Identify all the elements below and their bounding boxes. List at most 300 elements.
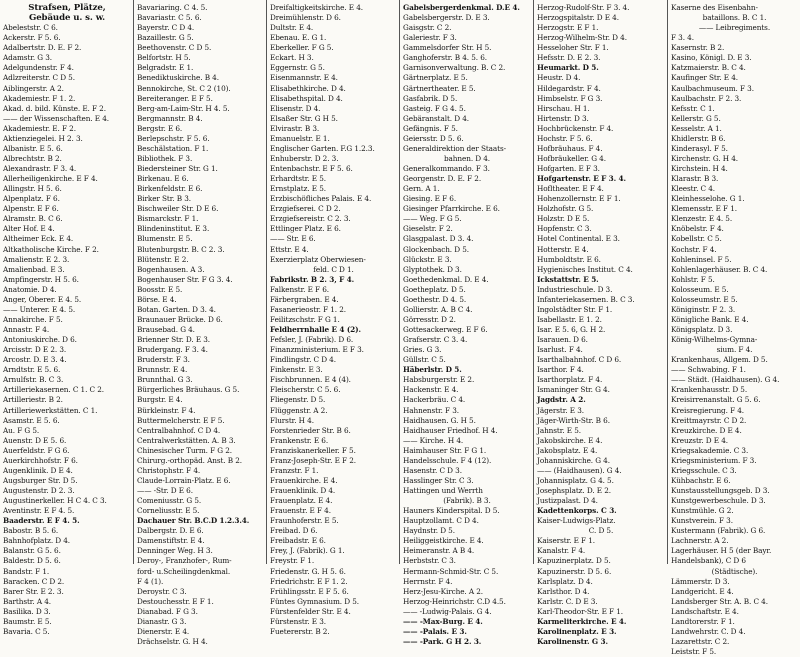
index-entry: —— Weg. F G 5. (403, 214, 462, 224)
index-entry: Botan. Garten. D 3. 4. (137, 304, 216, 314)
index-entry: Bogenhausen. A 3. (137, 264, 205, 274)
index-entry: Buttermelcherstr. E F 5. (137, 415, 225, 425)
index-entry: Leiststr. F 5. (671, 647, 717, 656)
index-entry: Kunstausstellungsgeb. D 3. (671, 486, 770, 495)
index-entry: Karlstr. C. D E 3. (537, 596, 598, 606)
index-entry: Kustermann (Fabrik). G 6. (671, 526, 766, 536)
index-entry: Katzmaierstr. B. C 4. (671, 63, 746, 73)
index-entry: Asamstr. E 5. 6. (3, 415, 60, 425)
index-entry: Englischer Garten. F.G 1.2.3. (270, 143, 375, 153)
index-entry: Aventinstr. E F 4. 5. (3, 506, 75, 516)
index-entry: Kaufinger Str. E 4. (671, 73, 738, 83)
index-entry: Jäger-Wirth-Str. B 6. (537, 415, 610, 425)
index-entry: Brausebad. G 4. (137, 325, 195, 334)
index-entry: Belfortstr. H 5. (137, 53, 191, 63)
index-entry: Kaulbachmuseum. F 3. (671, 83, 754, 93)
index-entry: Landwehrstr. C. D 4. (671, 626, 746, 636)
index-entry: Gefängnis. F 5. (403, 123, 458, 133)
index-entry: Annakirche. F 5. (3, 314, 63, 324)
index-entry: Fasanerieostr. F 1. 2. (270, 304, 346, 314)
index-entry: Handelsbank), C D 6 (671, 556, 746, 566)
index-entry: Entenbachstr. E F 5. 6. (270, 164, 353, 173)
index-entry: Heustr. D 4. (537, 73, 581, 83)
index-entry: Heimeranstr. A B 4. (403, 546, 475, 556)
index-entry: Gern. A 1. (403, 184, 440, 194)
index-entry: Franzstr. F 1. (270, 465, 319, 475)
index-heading: Strafsen, Plätze, (28, 3, 106, 13)
index-entry: Blutenburgstr. B. C 2. 3. (137, 244, 225, 254)
index-entry: Ismaninger Str. G 4. (537, 385, 610, 395)
index-entry: Fraunhoferstr. E 5. (270, 516, 339, 526)
index-entry: Himbselstr. F G 3. (537, 93, 603, 103)
index-entry: Erzbischöfliches Palais. E 4. (270, 194, 372, 204)
index-entry: Berg-am-Laim-Str. H 4. 5. (137, 103, 230, 113)
index-entry: Gebäranstalt. D 4. (403, 113, 469, 123)
index-entry: Haidhauser Friedhof. H 4. (403, 425, 498, 435)
index-entry: Frauenkirche. E 4. (270, 475, 338, 485)
index-entry: Kapuzinerstr. D 5. 6. (537, 566, 612, 576)
index-entry: Krankenhaus, Allgem. D 5. (671, 355, 768, 365)
index-entry: Finanzministerium. E F 3. (270, 345, 364, 355)
index-entry: Isarauen. D 6. (537, 335, 588, 345)
index-entry: Aktienziegelei. H 2. 3. (3, 133, 83, 143)
index-entry: sium. F 4. (716, 345, 753, 355)
index-entry: Hattingen und Werrth (403, 486, 483, 495)
index-entry: —— Leibregiments. (698, 23, 771, 33)
index-entry: bahnen. D 4. (443, 153, 490, 163)
index-entry: Biedersteiner Str. G 1. (137, 164, 218, 173)
index-entry: Artilleriestr. B 2. (3, 395, 63, 405)
index-entry: Infanteriekasernen. B. C 3. (537, 294, 635, 304)
index-entry: Destouchesstr. E F 1. (137, 596, 214, 606)
index-column-3 (266, 0, 399, 636)
index-entry: Adamstr. G 3. (3, 53, 53, 63)
index-column-4 (399, 0, 533, 646)
index-entry: Isar. E 5. 6, G. H 2. (537, 325, 606, 334)
index-entry: Josephsplatz. D. E 2. (537, 486, 612, 495)
index-entry: Isarthalbahnhof. C D 6. (537, 355, 622, 365)
index-entry: Alramstr. B. C 6. (3, 214, 63, 224)
index-entry: Berlepschstr. F 5. 6. (137, 133, 210, 143)
index-entry: Frauenplatz. E 4. (270, 496, 333, 506)
index-entry: Augustinerkeller. H C 4. C 3. (3, 496, 107, 506)
index-entry: Benediktuskirche. B 4. (137, 73, 219, 83)
index-entry: Kochstr. F 4. (671, 244, 717, 254)
index-entry: Gärtnertheater. E 5. (403, 83, 476, 93)
index-entry: Dreimühlenstr. D 6. (270, 13, 341, 23)
index-entry: Friedrichstr. E F 1. 2. (270, 576, 348, 586)
index-entry: Habsburgerstr. E 2. (403, 375, 475, 385)
index-entry: F 4 (1). (137, 576, 164, 586)
index-entry: Centralbahnhof. C D 4. (137, 425, 221, 435)
index-entry: Barer Str. E 2. 3. (3, 586, 64, 596)
index-entry: Gasteig. F G 4. 5. (403, 103, 466, 113)
index-entry: Adalbertstr. D. E. F 2. (3, 43, 82, 53)
index-entry: Artilleriewerkstätten. C 1. (3, 405, 98, 415)
index-entry: Falkenstr. E F 6. (270, 284, 329, 294)
index-entry: Brunnstr. E 4. (137, 365, 188, 375)
index-entry: Claude-Lorrain-Platz. E 6. (137, 475, 231, 485)
index-entry: Frauenklinik. D 4. (270, 486, 336, 495)
index-entry: Kreisregierung. F 4. (671, 405, 745, 415)
index-entry: Friedenstr. G. H 5. 6. (270, 566, 346, 576)
index-entry: Bazaillestr. G 5. (137, 33, 194, 43)
index-entry: Kapuzinerplatz. D 5. (537, 556, 611, 566)
index-entry: Glasgpalast. D 3. 4. (403, 234, 474, 244)
index-entry: Kohlstr. F 5. (671, 274, 715, 284)
index-entry: Herzog-Rudolf-Str. F 3. 4. (537, 3, 630, 12)
index-entry: Generaldirektion der Staats- (403, 143, 507, 153)
index-entry: Alpenstr. E F 6. (3, 204, 59, 214)
index-entry: Blütenstr. E 2. (137, 254, 189, 264)
index-entry: Centralwerkstätten. A. B 3. (137, 435, 236, 445)
index-entry: Khidlerstr. B 6. (671, 133, 726, 143)
index-entry: Bennokirche, St. C 2 (10). (137, 83, 231, 93)
index-entry: Lachnerstr. A 2. (671, 536, 729, 546)
index-entry: Isarthorplatz. F 4. (537, 375, 603, 385)
index-entry: Dianabad. F G 3. (137, 606, 198, 616)
index-entry: Elisenstr. D 4. (270, 103, 321, 113)
index-entry: Hofltheater. E F 4. (537, 184, 604, 194)
index-entry: Königinstr. F 2. 3. (671, 304, 736, 314)
index-entry: Eggernstr. G 5. (270, 63, 325, 73)
index-entry: Kaiserstr. E F 1. (537, 536, 595, 546)
index-entry: Bavariastr. C 5. 6. (137, 13, 202, 23)
index-entry: Kriegsministerium. F 3. (671, 455, 757, 465)
index-entry: (Fabrik). B 3. (443, 496, 491, 506)
index-entry: Kolosseumstr. E 5. (671, 294, 738, 304)
index-entry: Kadettenkorps. C 3. (537, 506, 617, 516)
index-entry: Dienerstr. E 4. (137, 626, 190, 636)
index-entry: Au. F G 5. (3, 425, 40, 435)
index-entry: Fürstenfelder Str. E 4. (270, 606, 351, 616)
index-entry: Ickstattstr. E 5. (537, 274, 599, 284)
index-entry: Hirtenstr. D 3. (537, 113, 589, 123)
index-entry: Ingolstädter Str. F 1. (537, 304, 613, 314)
index-entry: Fischbrunnen. E 4 (4). (270, 375, 351, 385)
index-entry: Glockenbach. D 5. (403, 244, 469, 254)
index-entry: Fleischerstr. C 5. 6. (270, 385, 341, 395)
index-entry: Bandstr. F 1. (3, 566, 50, 576)
index-entry: Fürstenstr. E 3. (270, 616, 326, 626)
index-entry: Damenstiftstr. E 4. (137, 536, 205, 546)
index-entry: Goetheplatz. D 5. (403, 284, 466, 294)
index-entry: Kaiser-Ludwigs-Platz. (537, 516, 616, 526)
index-entry: Erhardtstr. E 5. (270, 174, 326, 184)
index-entry: Finkenstr. E 3. (270, 365, 323, 375)
index-entry: Elvirastr. B 3. (270, 123, 320, 133)
index-entry: Karolinenplatz. E 3. (537, 626, 617, 636)
index-entry: Bürkleinstr. F 4. (137, 405, 196, 415)
index-entry: Freibadstr. E 6. (270, 536, 326, 546)
index-entry: Freystr. F 1. (270, 556, 315, 566)
index-entry: Kasernstr. B 2. (671, 43, 725, 53)
index-entry: Amalienstr. E 2. 3. (3, 254, 70, 264)
index-entry: Isabellastr. E 1. 2. (537, 314, 602, 324)
index-entry: —— -Max-Burg. E 4. (403, 616, 483, 626)
index-entry: Corneliusstr. E 5. (137, 506, 200, 516)
index-entry: Glyptothek. D 3. (403, 264, 462, 274)
index-entry: Kreuzstr. D E 4. (671, 435, 728, 445)
index-entry: Frauenstr. E F 4. (270, 506, 331, 516)
index-entry: Hahnenstr. F 3. (403, 405, 459, 415)
index-column-1 (0, 0, 133, 636)
index-entry: Elsaßer Str. G H 5. (270, 113, 338, 123)
index-entry: Hauptzollamt. C D 4. (403, 516, 479, 526)
index-entry: Albanistr. E 5. 6. (3, 143, 63, 153)
index-entry: Ettstr. E 4. (270, 244, 309, 254)
index-entry: —— -Palais. E 3. (403, 626, 467, 636)
index-entry: Fefsler, J. (Fabrik). D 6. (270, 335, 354, 345)
index-entry: Arndtstr. E 5. 6. (3, 365, 61, 375)
index-entry: Hackenstr. E 4. (403, 385, 459, 395)
index-entry: Ebenau. E. G 1. (270, 33, 327, 43)
index-entry: —— Städt. (Haidhausen). G 4. (671, 375, 780, 385)
index-entry: Gries. G 3. (403, 345, 442, 355)
index-entry: Glückstr. E 3. (403, 254, 452, 264)
index-entry: Johanniskirche. G 4. (537, 455, 610, 465)
index-entry: Arcisstr. D E 2. 3. (3, 345, 67, 355)
index-entry: Lagerhäuser. H 5 (der Bayr. (671, 546, 772, 556)
index-entry: Garnisonverwaltung. B. C 2. (403, 63, 506, 73)
index-entry: Belgradstr. E 1. (137, 63, 194, 73)
index-entry: Kefsstr. C 1. (671, 103, 715, 113)
index-entry: Barthstr. A 4. (3, 596, 51, 606)
index-entry: Bayerstr. C D 4. (137, 23, 195, 33)
index-entry: Grafserstr. C 3. 4. (403, 335, 468, 345)
index-entry: Eisenmannstr. E 4. (270, 73, 338, 83)
index-entry: Goethedenkmal. D. E 4. (403, 274, 489, 284)
index-entry: Flüggenstr. A 2. (270, 405, 328, 415)
index-entry: Erzgiefserei. C D 2. (270, 204, 341, 214)
index-entry: Emanuelstr. E 1. (270, 133, 330, 143)
index-entry: Fliegenstr. D 5. (270, 395, 326, 405)
index-entry: Herzog-Wilhelm-Str. D 4. (537, 33, 627, 43)
index-entry: Lämmerstr. D 3. (671, 576, 730, 586)
index-entry: Forstenrieder Str. B 6. (270, 425, 351, 435)
index-entry: Giesinger Pfarrkirche. E 6. (403, 204, 500, 214)
index-column-2 (133, 0, 266, 646)
index-entry: Elisabethkirche. D 4. (270, 83, 346, 93)
index-entry: Hasslinger Str. C 3. (403, 475, 474, 485)
index-entry: Hygienisches Institut. C 4. (537, 264, 633, 274)
index-entry: Kriegsschule. C 3. (671, 465, 737, 475)
index-entry: Hefsstr. D. E 2. 3. (537, 53, 601, 63)
index-entry: Baumstr. E 5. (3, 616, 52, 626)
index-entry: Hofbräuhaus. F 4. (537, 143, 603, 153)
index-entry: Herz-Jesu-Kirche. A 2. (403, 586, 484, 596)
index-entry: Dachauer Str. B.C.D 1.2.3.4. (137, 516, 250, 526)
index-entry: Beethovenstr. C D 5. (137, 43, 212, 53)
index-entry: Hotel Continental. E 3. (537, 234, 620, 244)
index-entry: Haidhausen. G. H 5. (403, 415, 476, 425)
index-entry: Kohlenlagerhäuser. B. C 4. (671, 264, 768, 274)
index-entry: Gabelsbergerdenkmal. D.E 4. (403, 3, 520, 12)
index-entry: Färbergraben. E 4. (270, 294, 339, 304)
index-entry: Birker Str. B 3. (137, 194, 192, 204)
index-entry: Kreuzkirche. D E 4. (671, 425, 742, 435)
index-entry: Kunstverein. F 3. (671, 516, 733, 526)
index-entry: —— Schwabing. F 1. (671, 365, 746, 375)
index-entry: Anger, Oberer. E 4. 5. (3, 294, 82, 304)
index-entry: Brienner Str. D. E 3. (137, 335, 211, 345)
index-entry: Karolinenstr. G 3. (537, 636, 608, 646)
index-entry: Kriegsakademie. C 3. (671, 445, 749, 455)
index-entry: Babostr. B 5. 6. (3, 526, 59, 536)
index-entry: Knöbelstr. F 4. (671, 224, 724, 234)
index-entry: Augustenstr. D 2. 3. (3, 486, 75, 495)
index-entry: Brunnthal. G 3. (137, 375, 193, 385)
index-entry: Justizpalast. D 4. (537, 496, 598, 506)
index-entry: ford- u.Scheilingdenkmal. (137, 566, 231, 576)
index-entry: Amalienbad. E 3. (3, 264, 65, 274)
index-entry: Gaisgstr. C 2. (403, 23, 452, 33)
index-entry: Blumenstr. E 5. (137, 234, 193, 244)
index-entry: Basilika. D 3. (3, 606, 51, 616)
index-entry: Annastr. F 4. (3, 325, 50, 334)
index-entry: Bergstr. E 6. (137, 123, 183, 133)
index-column-5 (533, 0, 667, 646)
index-entry: Bruderstr. F 3. (137, 355, 190, 365)
index-entry: Christophstr. F 4. (137, 465, 201, 475)
index-entry: Jägerstr. E 3. (537, 405, 584, 415)
index-entry: Gollierstr. A. B C 4. (403, 304, 473, 314)
index-entry: Allerheiligenkirche. E F 4. (3, 174, 98, 184)
index-entry: Enhuberstr. D 2. 3. (270, 153, 339, 163)
index-entry: Kreittmayrstr. C D 2. (671, 415, 747, 425)
index-entry: Karl-Theodor-Str. E F 1. (537, 606, 623, 616)
index-entry: Allingstr. H 5. 6. (3, 184, 62, 194)
index-entry: Börse. E 4. (137, 294, 177, 304)
index-entry: Kanalstr. F 4. (537, 546, 586, 556)
index-entry: Adlzreiterstr. C D 5. (3, 73, 75, 83)
index-entry: Braunauer Brücke. D 6. (137, 314, 223, 324)
index-entry: Exerzierplatz Oberwiesen- (270, 254, 366, 264)
index-entry: Augenklinik. D E 4. (3, 465, 73, 475)
index-entry: Arcostr. D. E 3. 4. (3, 355, 67, 365)
index-entry: Hochbrückenstr. F 4. (537, 123, 614, 133)
index-entry: Karmeliterkirche. E 4. (537, 616, 627, 626)
index-entry: Kellerstr. G 5. (671, 113, 721, 123)
index-entry: Altheimer Eck. E 4. (3, 234, 74, 244)
index-entry: —— Unterer. E 4. 5. (3, 304, 76, 314)
index-entry: Landtorerstr. F 1. (671, 616, 735, 626)
index-entry: Kohleninsel. F 5. (671, 254, 732, 264)
index-entry: Auenstr. D E 5. 6. (3, 435, 67, 445)
index-entry: Anatomie. D 4. (3, 284, 57, 294)
index-entry: Findlingstr. C D 4. (270, 355, 336, 365)
index-entry: Landsberger Str. A. B. C 4. (671, 596, 768, 606)
index-entry: Auerkirchhofstr. F 6. (3, 455, 78, 465)
index-entry: Galeriestr. F 3. (403, 33, 457, 43)
index-entry: Hackerbräu. C 4. (403, 395, 466, 405)
index-entry: Dultstr. E 4. (270, 23, 314, 33)
index-entry: Alter Hof. E 4. (3, 224, 55, 234)
index-entry: Franziskanerkeller. F 5. (270, 445, 356, 455)
index-entry: Generalkommando. F 3. (403, 164, 490, 173)
index-entry: Kreisirrenanstalt. G 5. 6. (671, 395, 761, 405)
index-entry: Bürgerliches Bräuhaus. G 5. (137, 385, 240, 395)
index-entry: Kunstgewerbeschule. D 3. (671, 496, 766, 506)
index-entry: Karlsplatz. D 4. (537, 576, 593, 586)
index-entry: Feldherrnhalle E 4 (2). (270, 325, 361, 334)
index-entry: Bischweiler Str. D E 6. (137, 204, 219, 214)
index-entry: Königliche Bank. E 4. (671, 314, 749, 324)
index-entry: Gammelsdorfer Str. H 5. (403, 43, 492, 53)
index-entry: Kesselstr. A 1. (671, 123, 722, 133)
index-entry: Herzogspitalstr. D E 4. (537, 13, 619, 23)
index-entry: Hildegardstr. F 4. (537, 83, 601, 93)
index-entry: Kühbachstr. E 6. (671, 475, 731, 485)
index-entry: Hesseloher Str. F 1. (537, 43, 609, 53)
index-entry: Albrechtstr. B 2. (3, 153, 62, 163)
index-heading: Gebäude u. s. w. (28, 13, 106, 24)
index-entry: Dreifaltigkeitskirche. E 4. (270, 3, 363, 12)
index-entry: Franz-Joseph-Str. E F 2. (270, 455, 356, 465)
index-entry: Ackerstr. F 5. 6. (3, 33, 61, 43)
index-entry: Bahnhofplatz. D 4. (3, 536, 71, 546)
index-entry: Industrieschule. D 3. (537, 284, 613, 294)
index-entry: Kasino, Königl. D. E 3. (671, 53, 752, 63)
index-entry: Flurstr. H 4. (270, 415, 314, 425)
index-entry: Güllstr. C 5. (403, 355, 446, 365)
index-entry: Elisabethspital. D 4. (270, 93, 343, 103)
index-entry: Alexandrastr. F 3. 4. (3, 164, 77, 173)
index-entry: Gärtnerplatz. E 5. (403, 73, 468, 83)
index-entry: Giesing. E F 6. (403, 194, 457, 204)
index-entry: Hohenzollernstr. E F 1. (537, 194, 621, 204)
index-entry: Kinderasyl. F 5. (671, 143, 728, 153)
index-entry: C. D 5. (588, 526, 614, 536)
index-entry: Jakobsplatz. E 4. (537, 445, 598, 455)
index-entry: —— der Wissenschaften. E 4. (3, 113, 110, 123)
index-entry: Akad. d. bild. Künste. E. F 2. (3, 103, 106, 113)
index-entry: Eberkeller. F G 5. (270, 43, 334, 53)
index-entry: Chirurg.-orthopäd. Anst. B 2. (137, 455, 243, 465)
index-entry: Frey, J. (Fabrik). G 1. (270, 546, 345, 556)
index-entry: —— Str. E 6. (270, 234, 316, 244)
index-entry: Kobellstr. C 5. (671, 234, 722, 244)
index-entry: Königsplatz. D 3. (671, 325, 733, 334)
index-entry: Kirchenstr. G. H 4. (671, 153, 739, 163)
index-entry: Birkenfeldstr. E 6. (137, 184, 203, 194)
index-entry: —— (Haidhausen). G 4. (537, 465, 622, 475)
index-entry: Füntes Gymnasium. D 5. (270, 596, 359, 606)
index-entry: Artilleriekasernen. C 1. C 2. (3, 385, 104, 395)
index-entry: Fabrikstr. B 2. 3, F 4. (270, 274, 355, 284)
index-entry: Hotterstr. E 4. (537, 244, 589, 254)
index-entry: Comeniusstr. G 5. (137, 496, 202, 506)
index-entry: König-Wilhelms-Gymna- (671, 335, 758, 345)
index-entry: Klemensstr. E F 1. (671, 204, 737, 214)
index-entry: Hopfenstr. C 3. (537, 224, 592, 234)
index-entry: Herzog-Heinrichstr. C.D 4.5. (403, 596, 506, 606)
index-entry: Antoniuskirche. D 6. (3, 335, 77, 345)
index-entry: Goethestr. D 4. 5. (403, 294, 467, 304)
index-entry: Akademiestr. F 1. 2. (3, 93, 76, 103)
index-entry: Holzhofstr. G 5. (537, 204, 594, 214)
index-entry: Beschälstation. F 1. (137, 143, 209, 153)
index-entry: Kaulbachstr. F 2. 3. (671, 93, 742, 103)
index-entry: Abeleststr. C 6. (3, 23, 58, 33)
index-entry: Burgstr. E 4. (137, 395, 183, 405)
index-entry: Holzstr. D E 5. (537, 214, 590, 224)
index-entry: Adelgundenstr. F 4. (3, 63, 74, 73)
index-entry: Haimhauser Str. F G 1. (403, 445, 487, 455)
index-entry: Freibad. D 6. (270, 526, 318, 536)
index-entry: Ernstplatz. E 5. (270, 184, 326, 194)
index-entry: Georgenstr. D. E. F 2. (403, 174, 482, 184)
